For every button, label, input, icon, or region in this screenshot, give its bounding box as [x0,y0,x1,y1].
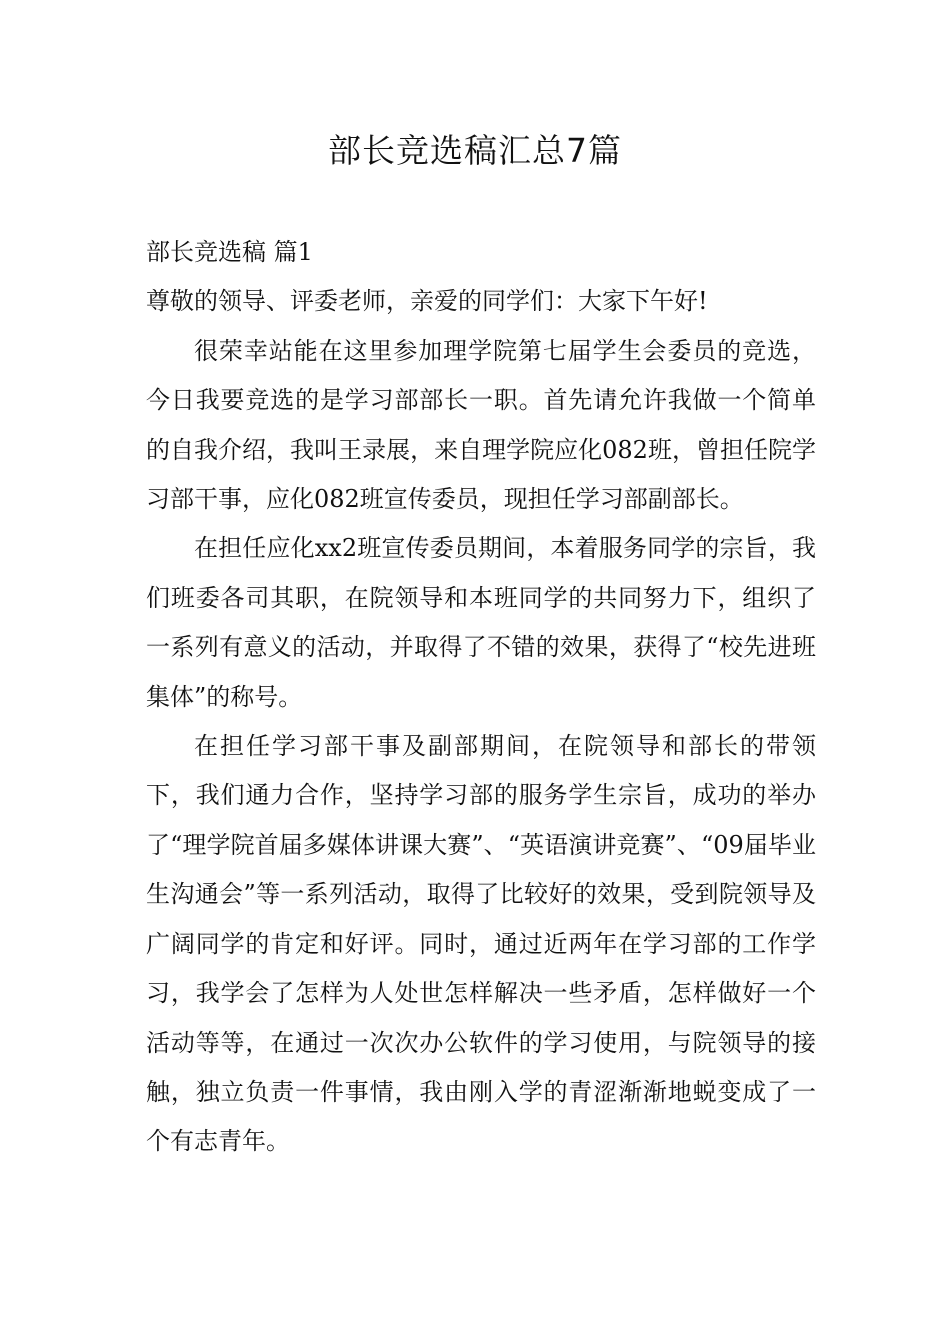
paragraph-class-committee: 在担任应化xx2班宣传委员期间，本着服务同学的宗旨，我们班委各司其职，在院领导和本班同学的共同努力下，组织了一系列有意义的活动，并取得了不错的效果，获得了“校先进班集体”的称号。 [146,534,816,711]
paragraph-study-department: 在担任学习部干事及副部期间，在院领导和部长的带领下，我们通力合作，坚持学习部的服务学生宗旨，成功的举办了“理学院首届多媒体讲课大赛”、“英语演讲竞赛”、“09届毕业生沟通会”等一系列活动，取得了比较好的效果，受到院领导及广阔同学的肯定和好评。同时，通过近两年在学习部的工作学习，我学会了怎样为人处世怎样解决一些矛盾，怎样做好一个活动等等，在通过一次次办公软件的学习使用，与院领导的接触，独立负责一件事情，我由刚入学的青涩渐渐地蜕变成了一个有志青年。 [146,732,816,1156]
section-heading: 部长竞选稿 篇1 [146,238,313,266]
document-body [146,228,816,1167]
document-title: 部长竞选稿汇总7篇 [328,131,622,170]
paragraph-introduction: 很荣幸站能在这里参加理学院第七届学生会委员的竞选，今日我要竞选的是学习部部长一职。首先请允许我做一个简单的自我介绍，我叫王录展，来自理学院应化082班，曾担任院学习部干事，应化082班宣传委员，现担任学习部副部长。 [146,336,816,514]
greeting-line: 尊敬的领导、评委老师，亲爱的同学们：大家下午好! [146,287,708,316]
